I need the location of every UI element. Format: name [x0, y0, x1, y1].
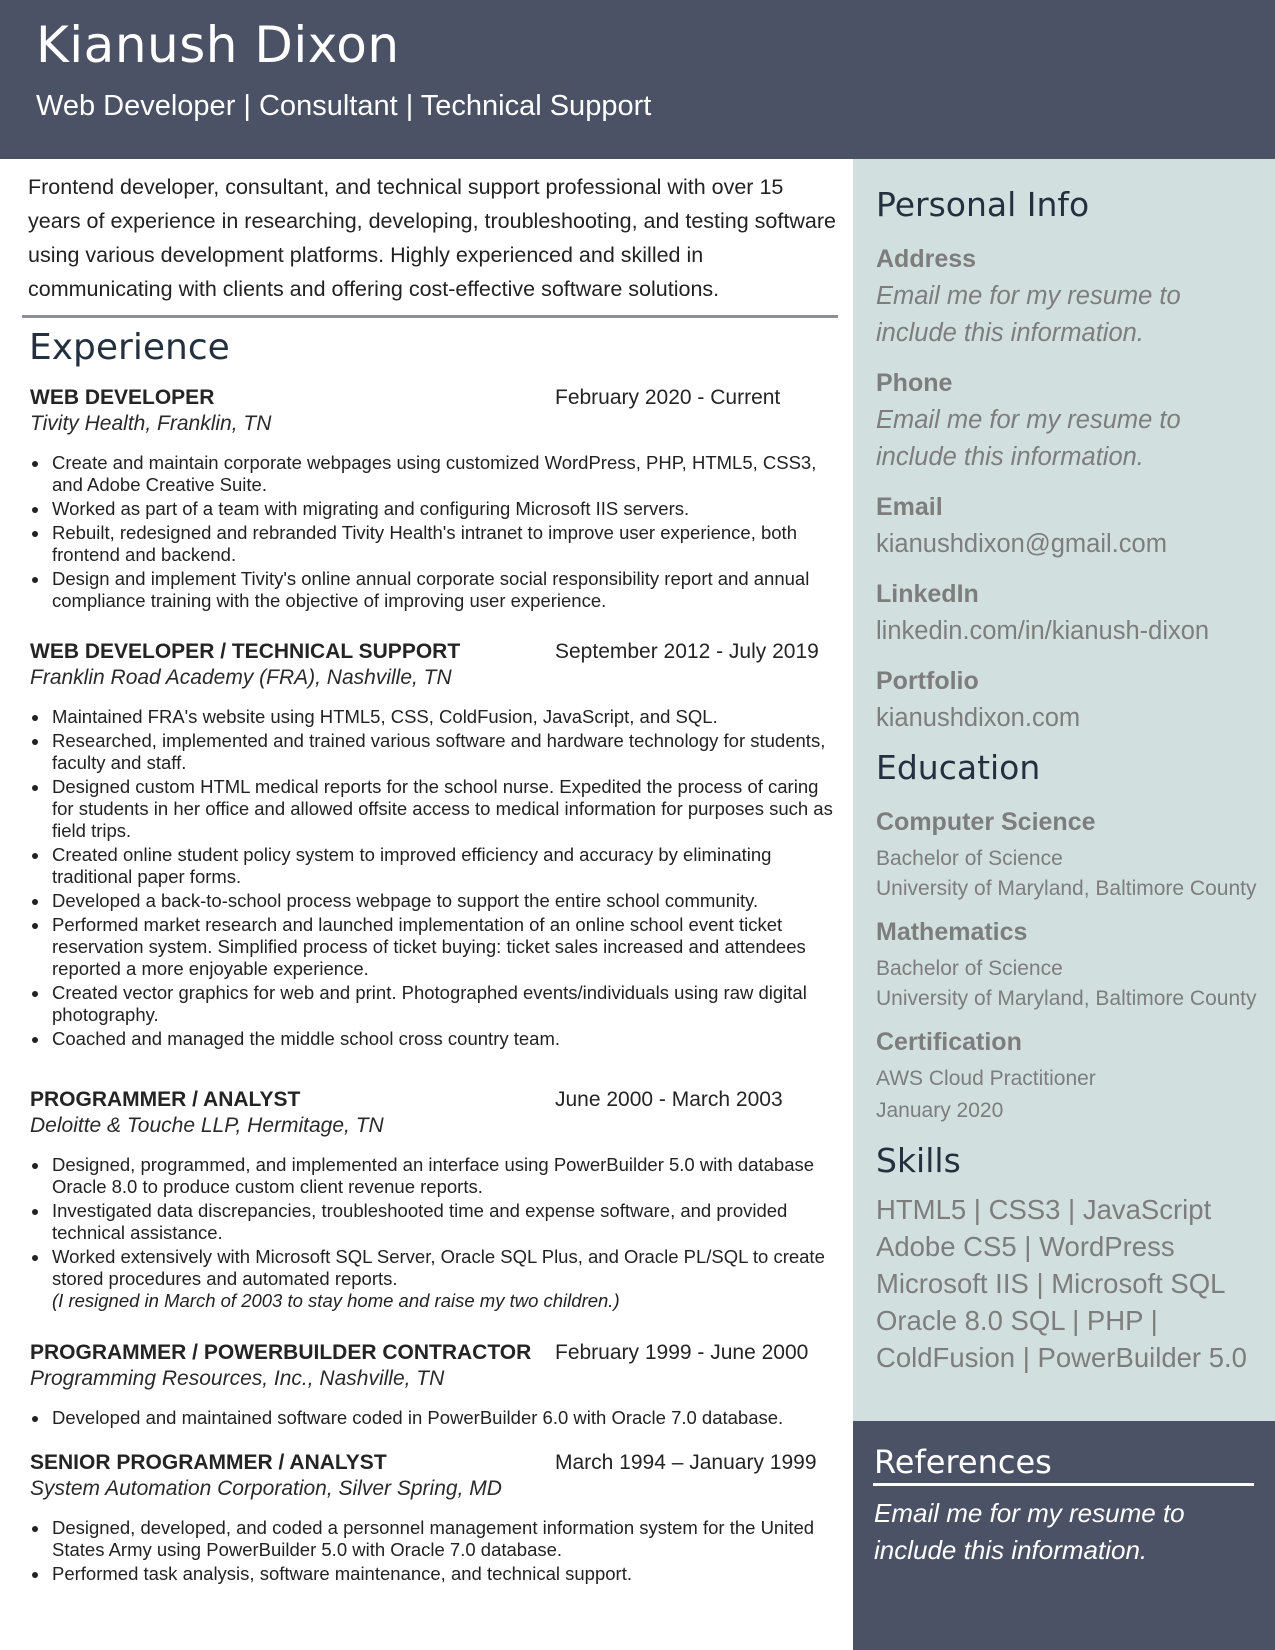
email-link[interactable]: kianushdixon@gmail.com	[876, 530, 1167, 558]
job-company: Deloitte & Touche LLP, Hermitage, TN	[30, 1114, 384, 1137]
job-company: Tivity Health, Franklin, TN	[30, 412, 272, 435]
references-line: include this information.	[874, 1535, 1148, 1565]
certification-name: AWS Cloud Practitioner	[876, 1067, 1096, 1090]
personal-info-heading: Personal Info	[876, 185, 1090, 224]
job-title: WEB DEVELOPER	[30, 386, 215, 409]
skills-heading: Skills	[876, 1141, 961, 1180]
certification-date: January 2020	[876, 1099, 1004, 1122]
job-bullet: Rebuilt, redesigned and rebranded Tivity Health's intranet to improve user experience, both frontend and backend.	[30, 522, 840, 566]
references-divider	[873, 1483, 1254, 1486]
summary-divider	[22, 315, 838, 318]
job-dates: June 2000 - March 2003	[555, 1088, 783, 1111]
job-bullet: Maintained FRA's website using HTML5, CSS, ColdFusion, JavaScript, and SQL.	[30, 706, 840, 728]
references-line: Email me for my resume to	[874, 1498, 1185, 1528]
portfolio-link[interactable]: kianushdixon.com	[876, 704, 1081, 732]
skills-line: Oracle 8.0 SQL | PHP |	[876, 1305, 1158, 1336]
education-degree: Bachelor of Science	[876, 957, 1063, 980]
job-bullet: Created online student policy system to improved efficiency and accuracy by eliminating traditional paper forms.	[30, 844, 840, 888]
job-bullet: Developed and maintained software coded in PowerBuilder 6.0 with Oracle 7.0 database.	[30, 1407, 840, 1429]
job-bullet: Designed, programmed, and implemented an interface using PowerBuilder 5.0 with database Oracle 8.0 to produce custom client revenue reports.	[30, 1154, 840, 1198]
job-title: WEB DEVELOPER / TECHNICAL SUPPORT	[30, 640, 461, 663]
job-bullet: Created vector graphics for web and print. Photographed events/individuals using raw digital photography.	[30, 982, 840, 1026]
job-bullets	[30, 706, 840, 1050]
address-label: Address	[876, 245, 977, 273]
education-heading: Education	[876, 748, 1041, 787]
job-dates: March 1994 – January 1999	[555, 1451, 817, 1474]
job-bullet: Performed market research and launched implementation of an online school event ticket reservation system. Simplified process of ticket buying: ticket sales increased and attendees reported a more enjoyable experience.	[30, 914, 840, 980]
skills-line: HTML5 | CSS3 | JavaScript	[876, 1194, 1212, 1225]
job-bullet: Investigated data discrepancies, troubleshooted time and expense software, and provided technical assistance.	[30, 1200, 840, 1244]
job-bullets	[30, 452, 840, 612]
job-entry	[30, 386, 840, 614]
job-company: Programming Resources, Inc., Nashville, TN	[30, 1367, 445, 1390]
phone-value: include this information.	[876, 443, 1144, 471]
job-bullet: Performed task analysis, software maintenance, and technical support.	[30, 1563, 840, 1585]
portfolio-label: Portfolio	[876, 667, 979, 695]
job-bullet: Designed, developed, and coded a personnel management information system for the United States Army using PowerBuilder 5.0 with Oracle 7.0 database.	[30, 1517, 840, 1561]
linkedin-label: LinkedIn	[876, 580, 979, 608]
email-label: Email	[876, 493, 943, 521]
job-bullet: Designed custom HTML medical reports for the school nurse. Expedited the process of caring for students in her office and allowed offsite access to medical information for purposes such as field trips.	[30, 776, 840, 842]
job-title: SENIOR PROGRAMMER / ANALYST	[30, 1451, 387, 1474]
job-note: (I resigned in March of 2003 to stay home and raise my two children.)	[52, 1290, 620, 1311]
job-bullets	[30, 1517, 840, 1585]
skills-line: ColdFusion | PowerBuilder 5.0	[876, 1342, 1247, 1373]
job-bullet: Coached and managed the middle school cross country team.	[30, 1028, 840, 1050]
references-heading: References	[874, 1443, 1052, 1481]
address-value: include this information.	[876, 319, 1144, 347]
job-dates: February 2020 - Current	[555, 386, 781, 409]
job-bullet: Create and maintain corporate webpages using customized WordPress, PHP, HTML5, CSS3, and Adobe Creative Suite.	[30, 452, 840, 496]
education-field: Mathematics	[876, 918, 1028, 946]
linkedin-link[interactable]: linkedin.com/in/kianush-dixon	[876, 617, 1210, 645]
job-entry	[30, 1088, 840, 1314]
job-bullets	[30, 1154, 840, 1312]
skills-line: Adobe CS5 | WordPress	[876, 1231, 1175, 1262]
professional-summary: Frontend developer, consultant, and technical support professional with over 15 years of experience in researching, developing, troubleshooting, and testing software using various development platforms. Highly experienced and skilled in communicating with clients and offering cost-effective software solutions.	[28, 175, 836, 301]
skills-list	[876, 1191, 1247, 1376]
education-school: University of Maryland, Baltimore County	[876, 877, 1257, 900]
job-bullet: Developed a back-to-school process webpage to support the entire school community.	[30, 890, 840, 912]
job-title: PROGRAMMER / POWERBUILDER CONTRACTOR	[30, 1341, 532, 1364]
job-bullet: Worked as part of a team with migrating and configuring Microsoft IIS servers.	[30, 498, 840, 520]
job-entry	[30, 1451, 840, 1587]
phone-label: Phone	[876, 369, 953, 397]
education-field: Computer Science	[876, 808, 1096, 836]
header-banner	[0, 0, 1275, 159]
references-text	[874, 1495, 1185, 1569]
job-bullets	[30, 1407, 840, 1429]
job-company: System Automation Corporation, Silver Spring, MD	[30, 1477, 502, 1500]
job-bullet: Design and implement Tivity's online annual corporate social responsibility report and annual compliance training with the objective of improving user experience.	[30, 568, 840, 612]
job-entry	[30, 1341, 840, 1431]
job-title: PROGRAMMER / ANALYST	[30, 1088, 301, 1111]
job-bullet	[30, 1246, 840, 1312]
job-bullet: Researched, implemented and trained various software and hardware technology for students, faculty and staff.	[30, 730, 840, 774]
job-bullet-text: Worked extensively with Microsoft SQL Server, Oracle SQL Plus, and Oracle PL/SQL to create stored procedures and automated reports.	[52, 1246, 825, 1289]
experience-heading: Experience	[29, 327, 230, 368]
job-entry	[30, 640, 840, 1052]
education-degree: Bachelor of Science	[876, 847, 1063, 870]
certification-label: Certification	[876, 1028, 1022, 1056]
education-school: University of Maryland, Baltimore County	[876, 987, 1257, 1010]
address-value: Email me for my resume to	[876, 282, 1181, 310]
phone-value: Email me for my resume to	[876, 406, 1181, 434]
job-company: Franklin Road Academy (FRA), Nashville, TN	[30, 666, 452, 689]
job-dates: February 1999 - June 2000	[555, 1341, 809, 1364]
candidate-tagline: Web Developer | Consultant | Technical Support	[36, 90, 652, 122]
candidate-name: Kianush Dixon	[36, 16, 400, 74]
job-dates: September 2012 - July 2019	[555, 640, 819, 663]
skills-line: Microsoft IIS | Microsoft SQL	[876, 1268, 1226, 1299]
